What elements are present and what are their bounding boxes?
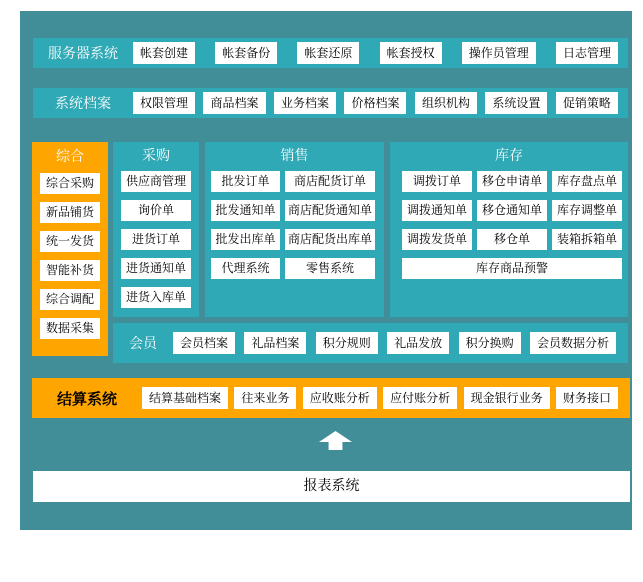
- module-box: 帐套还原: [297, 42, 359, 64]
- module-box: 调拨订单: [402, 171, 472, 192]
- module-box: 调拨通知单: [402, 200, 472, 221]
- system-archive-row: [33, 88, 628, 118]
- module-box: 商店配货通知单: [285, 200, 375, 221]
- module-box: 往来业务: [234, 387, 296, 409]
- module-box: 进货通知单: [121, 258, 191, 279]
- module-box: 促销策略: [556, 92, 618, 114]
- module-box: 系统设置: [485, 92, 547, 114]
- module-box: 会员档案: [173, 332, 235, 354]
- purchase-column: [113, 142, 199, 317]
- member-items: [173, 332, 628, 354]
- system-archive-items: [133, 92, 628, 114]
- module-box: 日志管理: [556, 42, 618, 64]
- server-system-items: [133, 42, 628, 64]
- sales-label: 销售: [280, 148, 309, 164]
- inventory-column: [390, 142, 628, 317]
- module-box: 库存商品预警: [402, 258, 622, 279]
- module-box: 业务档案: [274, 92, 336, 114]
- module-box: 操作员管理: [462, 42, 536, 64]
- sales-row: [211, 258, 384, 279]
- module-box: 批发订单: [211, 171, 280, 192]
- inventory-label: 库存: [495, 148, 523, 164]
- module-box: 零售系统: [285, 258, 375, 279]
- system-archive-label: 系统档案: [55, 96, 111, 112]
- diagram-background: [20, 11, 632, 530]
- module-box: 移仓申请单: [477, 171, 547, 192]
- module-box: 移仓单: [477, 229, 547, 250]
- module-box: 进货订单: [121, 229, 191, 250]
- module-box: 综合调配: [40, 289, 100, 310]
- inventory-row: [402, 171, 628, 192]
- settlement-items: [142, 387, 630, 409]
- inventory-row: [402, 200, 628, 221]
- comprehensive-column: [32, 142, 108, 356]
- module-box: 商品档案: [203, 92, 265, 114]
- module-box: 进货入库单: [121, 287, 191, 308]
- module-box: 会员数据分析: [530, 332, 616, 354]
- module-box: 帐套备份: [215, 42, 277, 64]
- module-box: 商店配货出库单: [285, 229, 375, 250]
- settlement-system-label: 结算系统: [56, 389, 117, 408]
- module-box: 价格档案: [344, 92, 406, 114]
- module-box: 商店配货订单: [285, 171, 375, 192]
- sales-column: [205, 142, 384, 317]
- module-box: 批发出库单: [211, 229, 280, 250]
- module-box: 权限管理: [133, 92, 195, 114]
- module-box: 代理系统: [211, 258, 280, 279]
- module-box: 库存盘点单: [552, 171, 622, 192]
- module-box: 帐套创建: [133, 42, 195, 64]
- server-system-label: 服务器系统: [48, 46, 118, 62]
- module-box: 帐套授权: [380, 42, 442, 64]
- member-label: 会员: [129, 336, 157, 352]
- server-system-row: [33, 38, 628, 68]
- module-box: 新品铺货: [40, 202, 100, 223]
- module-box: 库存调整单: [552, 200, 622, 221]
- module-box: 组织机构: [415, 92, 477, 114]
- module-box: 结算基础档案: [142, 387, 228, 409]
- inventory-row: [402, 258, 628, 279]
- module-box: 调拨发货单: [402, 229, 472, 250]
- report-system-bar: 报表系统: [33, 471, 630, 502]
- module-box: 财务接口: [556, 387, 618, 409]
- sales-row: [211, 171, 384, 192]
- module-box: 现金银行业务: [464, 387, 550, 409]
- module-box: 应收账分析: [303, 387, 377, 409]
- module-box: 礼品发放: [387, 332, 449, 354]
- module-box: 智能补货: [40, 260, 100, 281]
- module-box: 应付账分析: [383, 387, 457, 409]
- member-row: [113, 323, 628, 363]
- purchase-label: 采购: [142, 148, 170, 164]
- settlement-system-row: [32, 378, 630, 418]
- module-box: 移仓通知单: [477, 200, 547, 221]
- module-box: 批发通知单: [211, 200, 280, 221]
- module-box: 供应商管理: [121, 171, 191, 192]
- up-arrow-icon: [319, 431, 352, 450]
- module-box: 数据采集: [40, 318, 100, 339]
- sales-row: [211, 200, 384, 221]
- module-box: 装箱拆箱单: [552, 229, 622, 250]
- module-box: 积分规则: [316, 332, 378, 354]
- sales-row: [211, 229, 384, 250]
- inventory-row: [402, 229, 628, 250]
- module-box: 综合采购: [40, 173, 100, 194]
- module-box: 礼品档案: [244, 332, 306, 354]
- module-box: 积分换购: [459, 332, 521, 354]
- comprehensive-label: 综合: [56, 149, 84, 165]
- module-box: 统一发货: [40, 231, 100, 252]
- module-box: 询价单: [121, 200, 191, 221]
